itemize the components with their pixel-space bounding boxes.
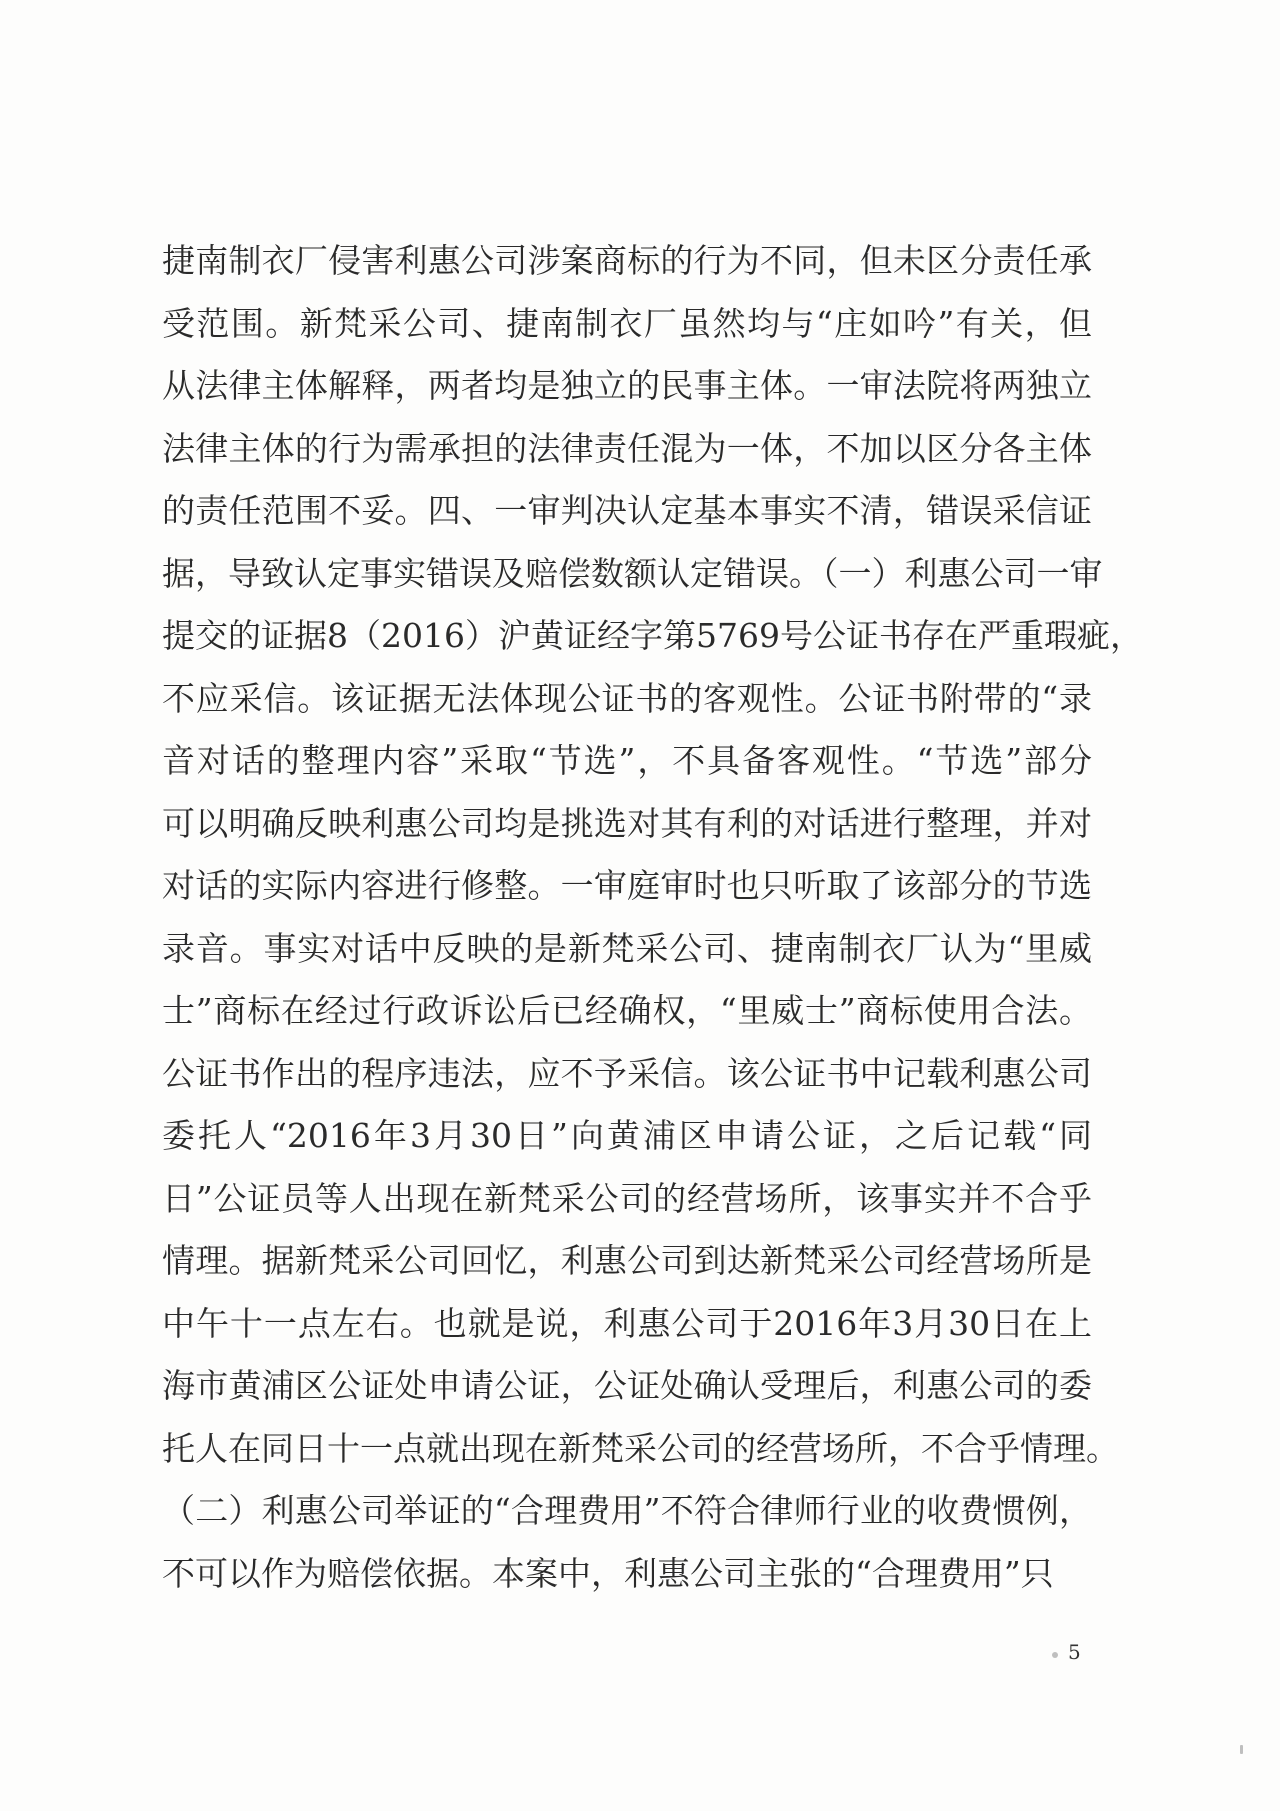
text-line: （二）利惠公司举证的“合理费用”不符合律师行业的收费惯例，: [162, 1491, 1092, 1530]
scan-speck: [1240, 1745, 1243, 1754]
text-line: 情理。据新梵采公司回忆，利惠公司到达新梵采公司经营场所是: [162, 1241, 1092, 1280]
text-line: 中午十一点左右。也就是说，利惠公司于2016年3月30日在上: [162, 1303, 1092, 1343]
text-line: 录音。事实对话中反映的是新梵采公司、捷南制衣厂认为“里威: [162, 928, 1092, 968]
text-line: 提交的证据8（2016）沪黄证经字第5769号公证书存在严重瑕疵，: [162, 616, 1143, 655]
text-line: 委托人“2016年3月30日”向黄浦区申请公证，之后记载“同: [162, 1116, 1092, 1155]
document-body: [162, 230, 1143, 1605]
text-line: 对话的实际内容进行修整。一审庭审时也只听取了该部分的节选: [162, 866, 1092, 905]
text-line: 士”商标在经过行政诉讼后已经确权，“里威士”商标使用合法。: [162, 991, 1092, 1030]
text-line: 受范围。新梵采公司、捷南制衣厂虽然均与“庄如吟”有关，但: [162, 303, 1092, 343]
text-line: 日”公证员等人出现在新梵采公司的经营场所，该事实并不合乎: [162, 1178, 1092, 1218]
text-line: 捷南制衣厂侵害利惠公司涉案商标的行为不同，但未区分责任承: [162, 241, 1092, 280]
scan-speck: [1052, 1652, 1058, 1658]
text-line: 据，导致认定事实错误及赔偿数额认定错误。（一）利惠公司一审: [162, 553, 1103, 593]
text-line: 法律主体的行为需承担的法律责任混为一体，不加以区分各主体: [162, 428, 1092, 468]
text-line: 不应采信。该证据无法体现公证书的客观性。公证书附带的“录: [162, 678, 1092, 718]
text-line: 不可以作为赔偿依据。本案中，利惠公司主张的“合理费用”只: [162, 1553, 1054, 1593]
text-line: 公证书作出的程序违法，应不予采信。该公证书中记载利惠公司: [162, 1053, 1092, 1093]
text-line: 可以明确反映利惠公司均是挑选对其有利的对话进行整理，并对: [162, 803, 1092, 843]
text-line: 的责任范围不妥。四、一审判决认定基本事实不清，错误采信证: [162, 491, 1092, 530]
text-line: 音对话的整理内容”采取“节选”，不具备客观性。“节选”部分: [162, 741, 1092, 780]
text-line: 海市黄浦区公证处申请公证，公证处确认受理后，利惠公司的委: [162, 1366, 1092, 1405]
text-line: 从法律主体解释，两者均是独立的民事主体。一审法院将两独立: [162, 366, 1092, 405]
page-number: 5: [1068, 1640, 1081, 1664]
text-line: 托人在同日十一点就出现在新梵采公司的经营场所，不合乎情理。: [162, 1428, 1119, 1468]
